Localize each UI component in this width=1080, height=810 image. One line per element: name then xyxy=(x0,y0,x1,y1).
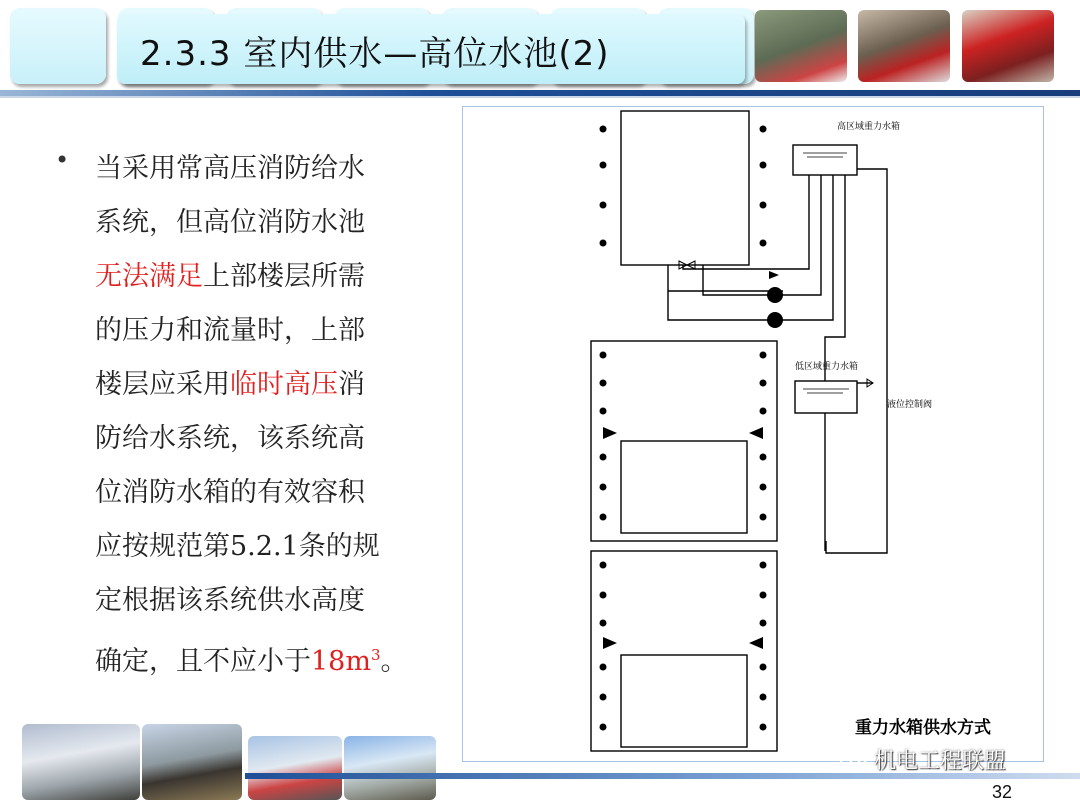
body-line xyxy=(95,628,425,689)
footer-photo-team xyxy=(142,724,242,800)
wechat-icon xyxy=(838,745,868,775)
highlight-text: 18m xyxy=(311,646,371,677)
body-text-span: 消 xyxy=(338,369,365,400)
footer-photo-ladder xyxy=(248,736,342,800)
footer-photo-hose xyxy=(344,736,436,800)
body-text-span: 楼层应采用 xyxy=(95,369,230,400)
header-photo-pumps xyxy=(962,10,1054,82)
body-text-span: 上部楼层所需 xyxy=(203,261,365,292)
diagram-caption: 重力水箱供水方式 xyxy=(855,718,991,738)
body-text-span: 确定，且不应小于 xyxy=(95,646,311,677)
body-line: 应按规范第5.2.1条的规 xyxy=(95,531,380,562)
body-text-span: 。 xyxy=(380,646,408,677)
body-line: 定根据该系统供水高度 xyxy=(95,585,365,616)
label-high-tank: 高区域重力水箱 xyxy=(837,122,901,132)
watermark-text: 机电工程联盟 xyxy=(874,749,1007,774)
page-number: 32 xyxy=(992,782,1013,802)
label-low-tank: 低区域重力水箱 xyxy=(795,362,859,372)
label-valve: 液位控制阀 xyxy=(887,400,933,410)
hydrant-icon xyxy=(600,126,767,731)
body-line xyxy=(95,358,425,412)
body-line: 位消防水箱的有效容积 xyxy=(95,477,365,508)
body-line xyxy=(95,250,425,304)
highlight-text: 临时高压 xyxy=(230,369,338,400)
footer-photo-spray xyxy=(22,724,140,800)
header-band-light xyxy=(0,96,1080,98)
highlight-text: 无法满足 xyxy=(95,261,203,292)
body-line: 防给水系统，该系统高 xyxy=(95,423,365,454)
bullet-dot: • xyxy=(55,146,70,174)
body-paragraph xyxy=(95,142,425,689)
body-line: 的压力和流量时，上部 xyxy=(95,315,365,346)
diagram-frame xyxy=(462,106,1044,762)
pump-icon xyxy=(767,271,783,328)
header-tile xyxy=(10,8,106,84)
header-photo-inspection xyxy=(858,10,950,82)
watermark xyxy=(838,744,1006,775)
body-line: 当采用常高压消防给水 xyxy=(95,153,365,184)
header-photo-firefighters xyxy=(755,10,847,82)
gravity-tank-diagram xyxy=(463,107,1043,761)
superscript: 3 xyxy=(370,646,381,664)
body-line: 系统，但高位消防水池 xyxy=(95,207,365,238)
check-valve-icon xyxy=(603,427,763,649)
page-title: 2.3.3 室内供水—高位水池(2) xyxy=(140,34,610,74)
